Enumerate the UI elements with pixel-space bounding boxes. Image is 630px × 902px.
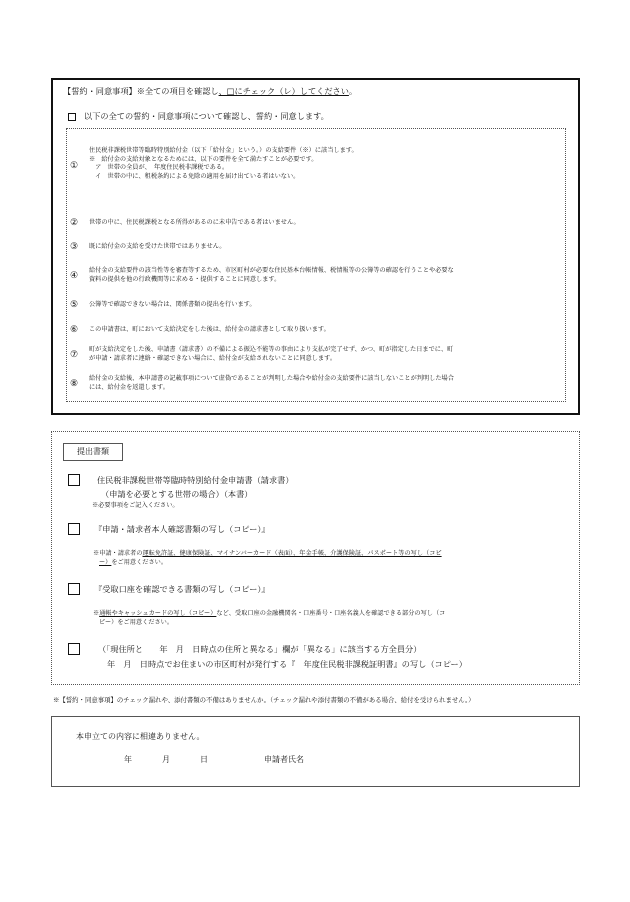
- doc1-checkbox[interactable]: [68, 474, 80, 486]
- item-number: ②: [69, 218, 79, 228]
- doc2-note: [93, 549, 571, 567]
- doc3-note: [93, 609, 571, 627]
- date-year-label: 年: [124, 755, 132, 764]
- item-number: ⑤: [69, 300, 79, 310]
- item-text-line: 給付金の支給後、本申請書の記載事項について虚偽であることが判明した場合や給付金の支給要件に該当しないことが判明した場合: [89, 375, 454, 382]
- agreement-header-suffix: 。: [348, 86, 358, 96]
- declaration-section: [51, 716, 580, 787]
- declaration-text: 本申立ての内容に相違ありません。: [76, 732, 205, 741]
- agree-all-label: 以下の全ての誓約・同意事項について確認し、誓約・同意します。: [84, 111, 329, 121]
- doc1-label: 住民税非課税世帯等臨時特別給付金申請書（請求書）: [97, 475, 294, 485]
- item-text-line: 既に給付金の支給を受けた世帯ではありません。: [89, 243, 226, 250]
- agreement-header: [63, 86, 357, 97]
- agreement-header-prefix: 【誓約・同意事項】※全ての項目を確認し: [63, 86, 219, 96]
- doc3-note-detail: など、受取口座の金融機関名・口座番号・口座名義人を確認できる部分の写し（コ: [216, 610, 446, 617]
- doc2-note-docs-cont: ー）: [99, 559, 112, 566]
- date-month-label: 月: [162, 755, 170, 764]
- doc3-checkbox[interactable]: [68, 583, 80, 595]
- doc1-note: ※必要事項をご記入ください。: [92, 502, 179, 509]
- date-day-label: 日: [200, 755, 208, 764]
- doc1-sublabel: （申請を必要とする世帯の場合）（本書）: [101, 489, 253, 499]
- item-text-line: ア 世帯の全員が、 年度住民税非課税である。: [89, 164, 229, 172]
- doc4-checkbox[interactable]: [68, 643, 80, 655]
- item-text-line: 給付金の支給要件の該当性等を審査等するため、市区町村が必要な住民基本台帳情報、税情報等の公簿等の確認を行うことや必要な: [89, 267, 454, 274]
- item-text-line: 世帯の中に、住民税課税となる所得があるのに未申告である者はいません。: [89, 219, 300, 226]
- item-text-line: には、給付金を返還します。: [89, 383, 169, 391]
- applicant-name-label: 申請者氏名: [264, 755, 304, 764]
- item-text-line: 住民税非課税世帯等臨時特別給付金（以下「給付金」という。）の支給要件（※）に該当します。: [89, 147, 358, 154]
- item-number: ④: [69, 271, 79, 281]
- item-text-line: この申請書は、町において支給決定をした後は、給付金の請求書として取り扱います。: [89, 326, 330, 333]
- item-number: ③: [69, 242, 79, 252]
- agreement-items-box: [66, 128, 566, 402]
- item-text-line: イ 世帯の中に、租税条約による免除の適用を届け出ている者はいない。: [89, 172, 300, 180]
- agree-all-row: [68, 111, 329, 122]
- doc4-condition: （「現住所と 年 月 日時点の住所と異なる」欄が「異なる」に該当する方全員分）: [98, 644, 422, 654]
- warning-note: ※【誓約・同意事項】のチェック漏れや、添付書類の不備はありませんか。（チェック漏れや添付書類の不備がある場合、給付を受けられません。）: [53, 696, 475, 704]
- item-number: ①: [69, 161, 79, 171]
- agree-all-checkbox[interactable]: [68, 113, 76, 121]
- agreement-header-instruction: 、□にチェック（レ）してください: [218, 86, 349, 96]
- doc2-note-suffix: をご用意ください。: [111, 559, 168, 566]
- item-text-line: 町が支給決定をした後、申請書（請求書）の不備による振込不能等の事由により支払が完了せず、かつ、町が指定した日までに、町: [89, 346, 454, 353]
- item-number: ⑥: [69, 325, 79, 335]
- doc2-label: 『申請・請求者本人確認書類の写し（コピー）』: [94, 524, 270, 534]
- doc4-label: 年 月 日時点でお住まいの市区町村が発行する『 年度住民税非課税証明書』の写し（コピー）: [107, 659, 467, 669]
- doc3-note-suffix: ピー）をご用意ください。: [99, 619, 174, 626]
- item-text-line: ※ 給付金の支給対象となるためには、以下の要件を全て満たすことが必要です。: [89, 155, 318, 163]
- doc3-label: 『受取口座を確認できる書類の写し（コピー）』: [94, 584, 270, 594]
- doc2-note-docs: 運転免許証、健康保険証、マイナンバーカード（表面）、年金手帳、介護保険証、パスポート等の写し（コピ: [142, 550, 442, 557]
- item-text-line: が申請・請求者に連絡・確認できない場合に、給付金が支給されないことに同意します。: [89, 354, 337, 362]
- item-text-line: 公簿等で確認できない場合は、関係書類の提出を行います。: [89, 301, 256, 308]
- item-number: ⑦: [69, 350, 79, 360]
- item-text-line: 資料の提供を他の行政機関等に求める・提供することに同意します。: [89, 275, 281, 283]
- item-number: ⑧: [69, 379, 79, 389]
- doc3-note-prefix: ※: [93, 610, 100, 617]
- doc2-checkbox[interactable]: [68, 523, 80, 535]
- doc3-note-docs: 通帳やキャッシュカードの写し（コピー）: [99, 610, 217, 617]
- doc2-note-prefix: ※申請・請求者の: [93, 550, 143, 557]
- documents-title: 提出書類: [63, 443, 123, 461]
